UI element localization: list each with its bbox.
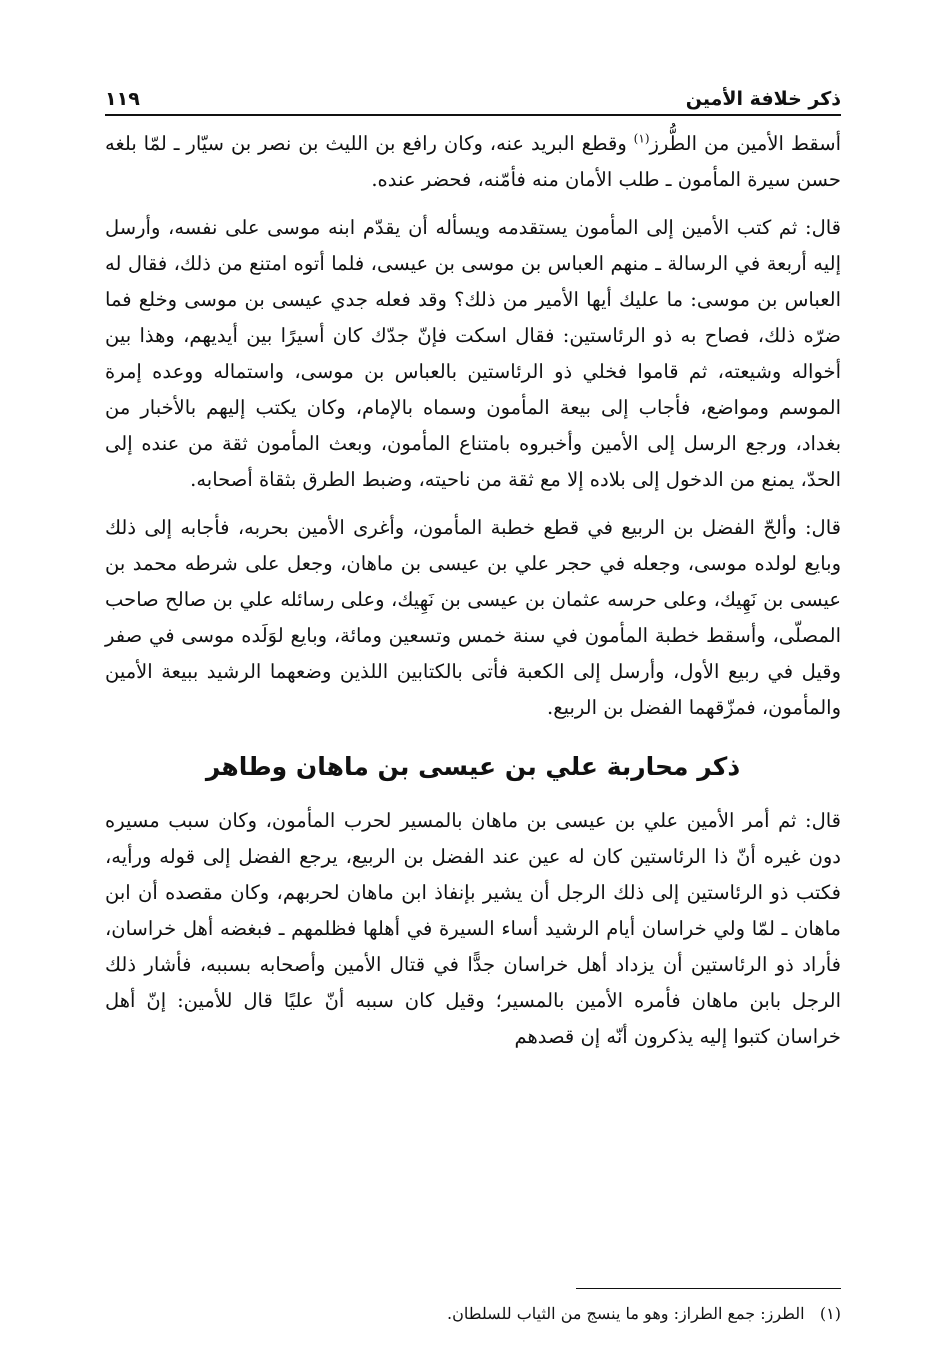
paragraph-1-start: أسقط الأمين من الطُّرز — [649, 132, 841, 155]
section-heading: ذكر محاربة علي بن عيسى بن ماهان وطاهر — [205, 752, 741, 781]
book-page — [105, 70, 841, 1340]
footnote — [447, 1302, 841, 1326]
footnote-number: (١) — [819, 1304, 841, 1323]
paragraph-1 — [105, 126, 841, 198]
running-title: ذكر خلافة الأمين — [685, 88, 841, 110]
body-text — [105, 126, 841, 1055]
page-number: ١١٩ — [105, 88, 140, 110]
paragraph-4: قال: ثم أمر الأمين علي بن عيسى بن ماهان بالمسير لحرب المأمون، وكان سبب مسيره دون غيره أنّ ذا الرئاستين كان له عين عند الفضل بن الربيع، يرجع الفضل إلى قوله ورأيه، فكتب ذو الرئاستين إلى ذلك الرجل أن يشير بإنفاذ ابن ماهان لحربهم، وكان مقصده أن ابن ماهان ـ لمّا ولي خراسان أيام الرشيد أساء السيرة في أهلها فظلمهم ـ فبغضه أهل خراسان، فأراد ذو الرئاستين أن يزداد أهل خراسان جدًّا في قتال الأمين وأصحابه بسببه، فأشار ذلك الرجل بابن ماهان فأمره الأمين بالمسير؛ وقيل كان سببه أنّ عليًا قال للأمين: إنّ أهل خراسان كتبوا إليه يذكرون أنّه إن قصدهم — [105, 809, 841, 1048]
header-divider — [105, 114, 841, 116]
paragraph-2: قال: ثم كتب الأمين إلى المأمون يستقدمه ويسأله أن يقدّم ابنه موسى على نفسه، وأرسل إليه أربعة في الرسالة ـ منهم العباس بن موسى بن عيسى، فلما أتوه امتنع من ذلك، فقال له العباس بن موسى: ما عليك أيها الأمير من ذلك؟ وقد فعله جدي عيسى بن موسى وخلع فما ضرّه ذلك، فصاح به ذو الرئاستين: فقال اسكت فإنّ جدّك كان أسيرًا بين أيديهم، وهذا بين أخواله وشيعته، ثم قاموا فخلي ذو الرئاستين بالعباس بن موسى، واستماله ووعده إمرة الموسم ومواضع، فأجاب إلى بيعة المأمون وسماه بالإمام، وكان يكتب إليهم بالأخبار من بغداد، ورجع الرسل إلى الأمين وأخبروه بامتناع المأمون، وبعث المأمون ثقة من عنده إلى الحدّ، يمنع من الدخول إلى بلاده إلا مع ثقة من ناحيته، وضبط الطرق بثقاة أصحابه. — [105, 216, 841, 491]
footnote-reference: (١) — [633, 131, 650, 146]
footnote-divider — [576, 1288, 841, 1289]
running-header — [105, 70, 841, 110]
paragraph-3: قال: وألحّ الفضل بن الربيع في قطع خطبة المأمون، وأغرى الأمين بحربه، فأجابه إلى ذلك وبايع لولده موسى، وجعله في حجر علي بن عيسى بن ماهان، وجعل على شرطه محمد بن عيسى بن نَهِيك، وعلى حرسه عثمان بن عيسى بن نَهِيك، وعلى رسائله علي بن صالح صاحب المصلّى، وأسقط خطبة المأمون في سنة خمس وتسعين ومائة، وبايع لوَلَده موسى في صفر وقيل في ربيع الأول، وأرسل إلى الكعبة فأتى بالكتابين اللذين وضعهما الرشيد ببيعة الأمين والمأمون، فمزّقهما الفضل بن الربيع. — [105, 516, 841, 719]
footnote-text: الطرز: جمع الطراز: وهو ما ينسج من الثياب للسلطان. — [447, 1304, 805, 1323]
paragraph-1-rest: وقطع البريد عنه، وكان رافع بن الليث بن نصر بن سيّار ـ لمّا بلغه حسن سيرة المأمون ـ طلب الأمان منه فأمّنه، فحضر عنده. — [105, 132, 841, 191]
